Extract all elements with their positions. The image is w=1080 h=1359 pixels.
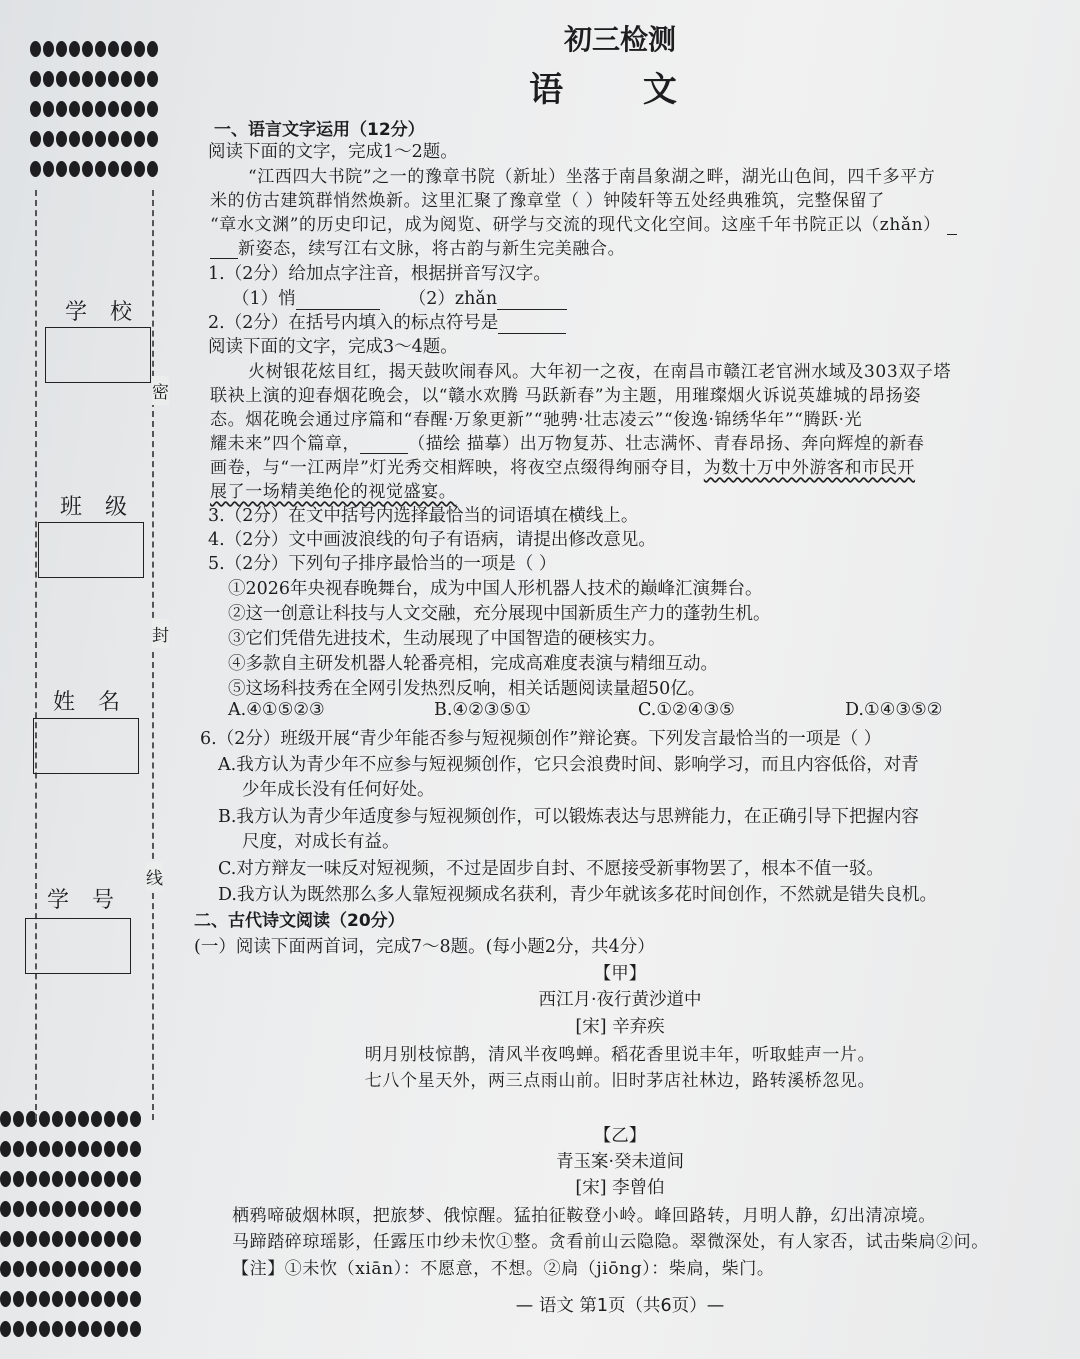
poem-b-line-2: 马蹄踏碎琼瑶影，任露压巾纱未忺①整。贪看前山云隐隐。翠微深处，有人家否，试击柴扃②问。 bbox=[232, 1232, 989, 1252]
field-label-id: 学 号 bbox=[47, 888, 122, 913]
passage2-line-5a: 画卷，与“一江两岸”灯光秀交相辉映，将夜空点缀得绚丽夺目， bbox=[210, 458, 704, 478]
poem-a-line-1: 明月别枝惊鹊，清风半夜鸣蝉。稻花香里说丰年，听取蛙声一片。 bbox=[364, 1045, 876, 1065]
passage1-line-3-text: “章水文渊”的历史印记，成为阅览、研学与交流的现代文化空间。这座千年书院正以（zhǎn） bbox=[210, 215, 941, 235]
wavy-sentence-part2: 展了一场精美绝伦的视觉盛宴。 bbox=[210, 482, 457, 502]
q6-option-b[interactable]: B.我方认为青少年适度参与短视频创作，可以锻炼表达与思辨能力，在正确引导下把握内容 bbox=[218, 807, 919, 827]
question-2-text: 2.（2分）在括号内填入的标点符号是 bbox=[208, 313, 499, 333]
passage1-line-2: 米的仿古建筑群悄然焕新。这里汇聚了豫章堂（ ）钟陵轩等五处经典雅筑，完整保留了 bbox=[210, 191, 885, 211]
answer-blank-1a[interactable] bbox=[296, 291, 380, 310]
question-3: 3.（2分）在文中括号内选择最恰当的词语填在横线上。 bbox=[208, 506, 639, 526]
q6-option-a[interactable]: A.我方认为青少年不应参与短视频创作，它只会浪费时间、影响学习，而且内容低俗，对青 bbox=[218, 755, 919, 775]
q5-option-a[interactable]: A.④①⑤②③ bbox=[228, 700, 325, 720]
read-instruction-2: 阅读下面的文字，完成3～4题。 bbox=[208, 337, 458, 357]
passage2-line-6 bbox=[210, 477, 456, 502]
wavy-sentence-part1: 为数十万中外游客和市民开 bbox=[703, 458, 915, 478]
passage1-line-4-text: 新姿态，续写江右文脉，将古韵与新生完美融合。 bbox=[238, 239, 626, 259]
answer-blank-3[interactable] bbox=[360, 435, 408, 454]
question-1b-label: （2）zhǎn bbox=[408, 289, 498, 309]
q5-item-1: ①2026年央视春晚舞台，成为中国人形机器人技术的巅峰汇演舞台。 bbox=[228, 579, 763, 599]
answer-blank-zhan-b[interactable] bbox=[210, 240, 238, 259]
answer-blank-zhan-a[interactable] bbox=[947, 216, 957, 235]
seal-mi: 密 bbox=[152, 376, 169, 405]
passage2-line-3: 态。烟花晚会通过序篇和“春醒·万象更新”“驰骋·壮志凌云”“俊逸·锦绣华年”“腾跃·光 bbox=[210, 410, 863, 430]
passage2-line-4b: （描绘 描摹）出万物复苏、壮志满怀、青春昂扬、奔向辉煌的新春 bbox=[408, 434, 925, 454]
poem-a-title: 西江月·夜行黄沙道中 bbox=[538, 990, 702, 1010]
q5-item-2: ②这一创意让科技与人文交融，充分展现中国新质生产力的蓬勃生机。 bbox=[228, 604, 771, 624]
section1-heading: 一、语言文字运用（12分） bbox=[214, 120, 425, 140]
poem-a-author: [宋] 辛弃疾 bbox=[575, 1017, 665, 1037]
question-1: 1.（2分）给加点字注音，根据拼音写汉字。 bbox=[208, 264, 551, 284]
question-5: 5.（2分）下列句子排序最恰当的一项是（ ） bbox=[208, 554, 557, 574]
field-box-school[interactable] bbox=[45, 327, 151, 383]
exam-title: 初三检测 bbox=[563, 23, 676, 56]
section2-sub1: (一）阅读下面两首词，完成7～8题。(每小题2分，共4分） bbox=[194, 937, 655, 957]
q5-option-c[interactable]: C.①②④③⑤ bbox=[638, 700, 735, 720]
field-label-name: 姓 名 bbox=[53, 690, 128, 715]
seal-xian: 线 bbox=[146, 862, 163, 891]
q5-item-4: ④多款自主研发机器人轮番亮相，完成高难度表演与精细互动。 bbox=[228, 654, 718, 674]
field-label-class: 班 级 bbox=[60, 495, 135, 520]
binding-dashline-right bbox=[152, 190, 154, 1120]
question-1-parts bbox=[232, 285, 567, 310]
question-1a-label: （1）悄 bbox=[232, 289, 296, 309]
field-box-class[interactable] bbox=[38, 522, 144, 578]
passage1-line-1: “江西四大书院”之一的豫章书院（新址）坐落于南昌象湖之畔，湖光山色间，四千多平方 bbox=[248, 167, 936, 187]
passage2-line-5 bbox=[210, 453, 915, 478]
question-2 bbox=[208, 309, 566, 334]
field-label-school: 学 校 bbox=[65, 300, 140, 325]
binding-dashline-left bbox=[35, 190, 37, 1120]
q5-item-5: ⑤这场科技秀在全网引发热烈反响，相关话题阅读量超50亿。 bbox=[228, 679, 706, 699]
passage1-line-4 bbox=[210, 234, 625, 259]
question-4: 4.（2分）文中画波浪线的句子有语病，请提出修改意见。 bbox=[208, 530, 656, 550]
poem-b-mark: 【乙】 bbox=[593, 1126, 647, 1146]
q6-option-d[interactable]: D.我方认为既然那么多人靠短视频成名获利，青少年就该多花时间创作，不然就是错失良机。 bbox=[218, 885, 937, 905]
passage2-line-4 bbox=[210, 429, 925, 454]
q5-option-d[interactable]: D.①④③⑤② bbox=[845, 700, 943, 720]
poem-b-line-1: 栖鸦啼破烟林暝，把旅梦、俄惊醒。猛拍征鞍登小岭。峰回路转，月明人静，幻出清凉境。 bbox=[232, 1206, 936, 1226]
poem-b-note: 【注】①未忺（xiān）：不愿意，不想。②扃（jiōng）：柴扃，柴门。 bbox=[232, 1259, 775, 1279]
passage2-line-1: 火树银花炫目红，揭天鼓吹闹春风。大年初一之夜，在南昌市赣江老官洲水域及303双子塔 bbox=[248, 362, 952, 382]
passage2-line-2: 联袂上演的迎春烟花晚会，以“赣水欢腾 马跃新春”为主题，用璀璨烟火诉说英雄城的昂扬姿 bbox=[210, 386, 921, 406]
passage2-line-4a: 耀未来”四个篇章， bbox=[210, 434, 361, 454]
section2-heading: 二、古代诗文阅读（20分） bbox=[194, 911, 405, 931]
poem-a-mark: 【甲】 bbox=[593, 964, 647, 984]
seal-feng: 封 bbox=[152, 619, 169, 648]
field-box-name[interactable] bbox=[33, 718, 139, 774]
poem-b-title: 青玉案·癸未道间 bbox=[555, 1152, 685, 1172]
q5-option-b[interactable]: B.④②③⑤① bbox=[434, 700, 531, 720]
read-instruction-1: 阅读下面的文字，完成1～2题。 bbox=[208, 142, 458, 162]
poem-a-line-2: 七八个星天外，两三点雨山前。旧时茅店社林边，路转溪桥忽见。 bbox=[364, 1071, 876, 1091]
subject-title: 语 文 bbox=[529, 70, 711, 110]
field-box-id[interactable] bbox=[25, 918, 131, 974]
poem-b-author: [宋] 李曾伯 bbox=[575, 1178, 665, 1198]
answer-blank-1b[interactable] bbox=[497, 291, 567, 310]
binding-dots-top bbox=[30, 35, 190, 185]
q5-item-3: ③它们凭借先进技术，生动展现了中国智造的硬核实力。 bbox=[228, 629, 666, 649]
question-6: 6.（2分）班级开展“青少年能否参与短视频创作”辩论赛。下列发言最恰当的一项是（ ） bbox=[200, 729, 882, 749]
q6-option-b-cont: 尺度，对成长有益。 bbox=[242, 832, 400, 852]
page-footer: — 语文 第1页（共6页）— bbox=[515, 1296, 725, 1316]
q6-option-a-cont: 少年成长没有任何好处。 bbox=[242, 780, 435, 800]
passage1-line-3 bbox=[210, 210, 957, 235]
binding-dots-bottom bbox=[0, 1105, 160, 1345]
answer-blank-2[interactable] bbox=[498, 315, 566, 334]
q6-option-c[interactable]: C.对方辩友一味反对短视频，不过是固步自封、不愿接受新事物罢了，根本不值一驳。 bbox=[218, 859, 884, 879]
